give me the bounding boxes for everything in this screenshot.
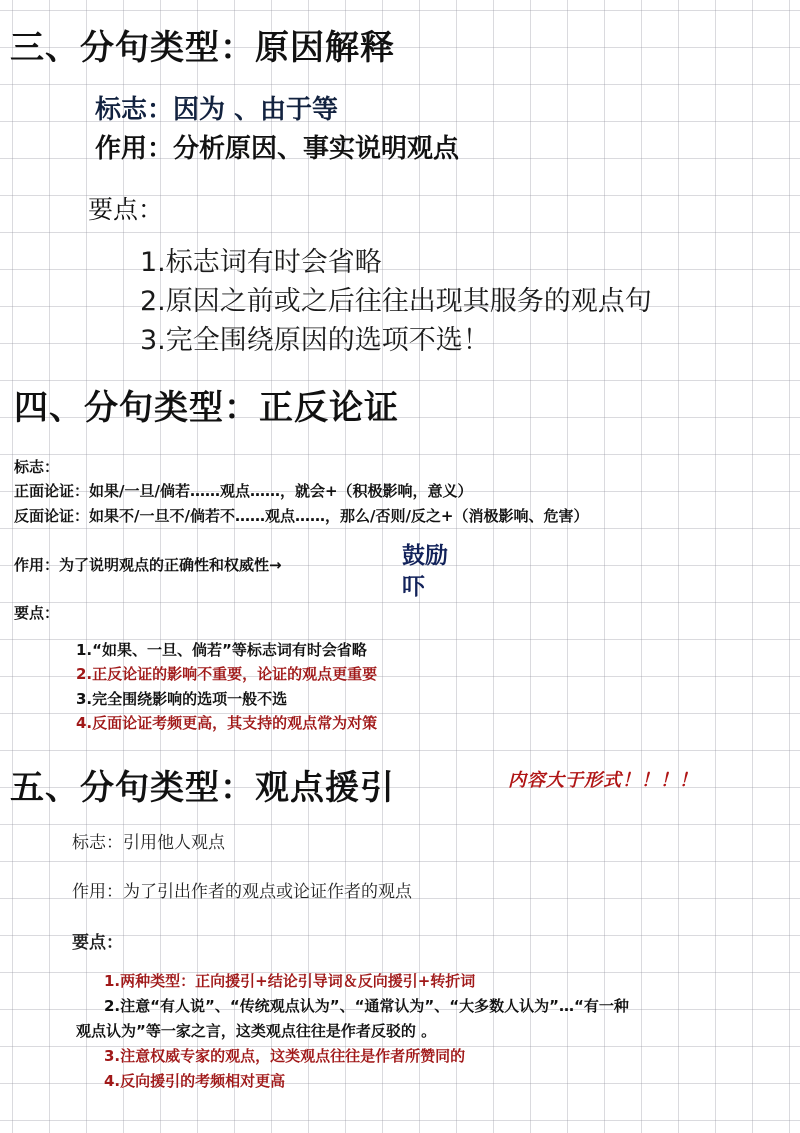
section4-sign-label: 标志： — [14, 458, 60, 476]
section4-point-4: 4.反面论证考频更高，其支持的观点常为对策 — [76, 714, 378, 732]
section5-point-3: 3.注意权威专家的观点，这类观点往往是作者所赞同的 — [104, 1047, 466, 1065]
section3-point-3: 3.完全围绕原因的选项不选！ — [140, 325, 490, 356]
section4-word-encourage: 鼓励 — [402, 543, 448, 569]
section4-point-1: 1.“如果、一旦、倘若”等标志词有时会省略 — [76, 641, 367, 659]
section3-role: 作用：分析原因、事实说明观点 — [95, 134, 460, 164]
section4-points-label: 要点： — [14, 604, 60, 622]
section5-point-2a: 2.注意“有人说”、“传统观点认为”、“通常认为”、“大多数人认为”…“有一种 — [104, 997, 629, 1015]
section5-note: 内容大于形式！！！！ — [508, 770, 698, 791]
section3-point-2: 2.原因之前或之后往往出现其服务的观点句 — [140, 286, 652, 317]
section5-role: 作用：为了引出作者的观点或论证作者的观点 — [72, 882, 412, 902]
section4-word-scare: 吓 — [402, 574, 425, 600]
section4-negative: 反面论证：如果不/一旦不/倘若不……观点……，那么/否则/反之+（消极影响、危害） — [14, 507, 589, 525]
section4-role: 作用：为了说明观点的正确性和权威性→ — [14, 556, 282, 574]
section5-point-1: 1.两种类型：正向援引+结论引导词＆反向援引+转折词 — [104, 972, 476, 990]
section4-point-3: 3.完全围绕影响的选项一般不选 — [76, 690, 288, 708]
section5-point-4: 4.反向援引的考频相对更高 — [104, 1072, 286, 1090]
section4-positive: 正面论证：如果/一旦/倘若……观点……，就会+（积极影响，意义） — [14, 482, 473, 500]
section5-title: 五、分句类型：观点援引 — [10, 768, 395, 808]
section3-sign: 标志：因为 、由于等 — [95, 95, 339, 125]
section4-point-2: 2.正反论证的影响不重要，论证的观点更重要 — [76, 665, 378, 683]
section3-point-1: 1.标志词有时会省略 — [140, 247, 382, 278]
section5-sign: 标志：引用他人观点 — [72, 833, 225, 853]
section4-title: 四、分句类型：正反论证 — [14, 388, 399, 428]
section3-points-label: 要点： — [88, 195, 164, 224]
section3-title: 三、分句类型：原因解释 — [10, 28, 395, 68]
section5-point-2b: 观点认为”等一家之言，这类观点往往是作者反驳的 。 — [76, 1022, 437, 1040]
section5-points-label: 要点： — [72, 933, 123, 953]
